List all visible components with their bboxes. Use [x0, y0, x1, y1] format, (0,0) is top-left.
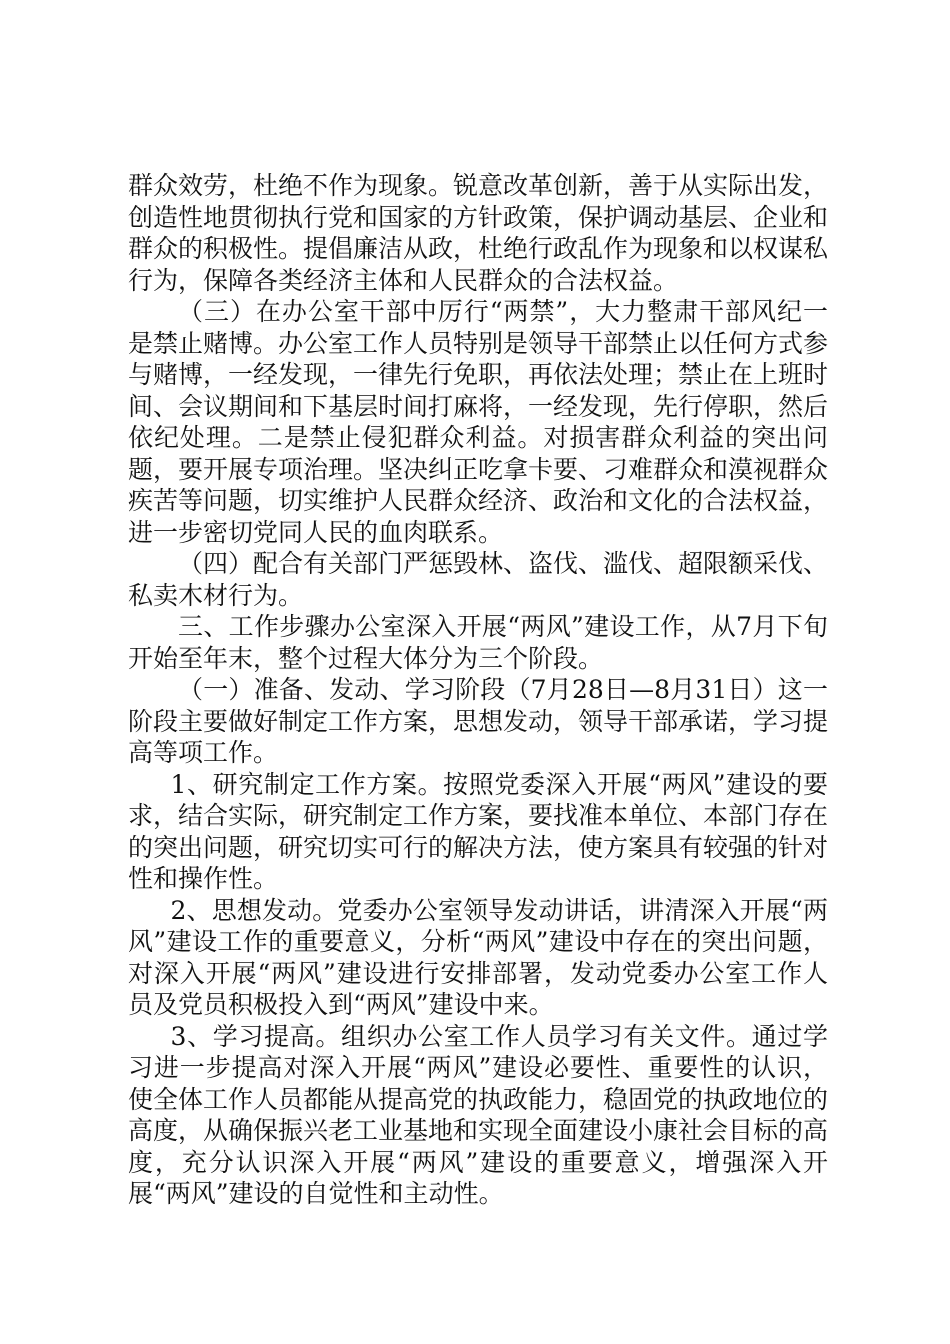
paragraph-section-three: （三）在办公室干部中厉行“两禁”，大力整肃干部风纪一是禁止赌博。办公室工作人员特别是领导干部禁止以任何方式参与赌博，一经发现，一律先行免职，再依法处理；禁止在上班时间、会议期间和下基层时间打麻将，一经发现，先行停职，然后依纪处理。二是禁止侵犯群众利益。对损害群众利益的突出问题，要开展专项治理。坚决纠正吃拿卡要、刁难群众和漠视群众疾苦等问题，切实维护人民群众经济、政治和文化的合法权益，进一步密切党同人民的血肉联系。 — [128, 297, 829, 547]
paragraph-item-3: 3、学习提高。组织办公室工作人员学习有关文件。通过学习进一步提高对深入开展“两风”建设必要性、重要性的认识，使全体工作人员都能从提高党的执政能力，稳固党的执政地位的高度，从确保振兴老工业基地和实现全面建设小康社会目标的高度，充分认识深入开展“两风”建设的重要意义，增强深入开展“两风”建设的自觉性和主动性。 — [128, 1021, 829, 1208]
paragraph-continuation: 群众效劳，杜绝不作为现象。锐意改革创新，善于从实际出发，创造性地贯彻执行党和国家的方针政策，保护调动基层、企业和群众的积极性。提倡廉洁从政，杜绝行政乱作为现象和以权谋私行为，保障各类经济主体和人民群众的合法权益。 — [128, 171, 829, 295]
paragraph-item-2: 2、思想发动。党委办公室领导发动讲话，讲清深入开展“两风”建设工作的重要意义，分析“两风”建设中存在的突出问题，对深入开展“两风”建设进行安排部署，发动党委办公室工作人员及党员积极投入到“两风”建设中来。 — [128, 895, 828, 1019]
paragraph-stage-one: （一）准备、发动、学习阶段（7月28日—8月31日）这一阶段主要做好制定工作方案，思想发动，领导干部承诺，学习提高等项工作。 — [128, 675, 829, 767]
document-body — [128, 170, 828, 1210]
paragraph-item-1: 1、研究制定工作方案。按照党委深入开展“两风”建设的要求，结合实际，研究制定工作方案，要找准本单位、本部门存在的突出问题，研究切实可行的解决方法，使方案具有较强的针对性和操作性。 — [128, 769, 829, 893]
paragraph-work-steps: 三、工作步骤办公室深入开展“两风”建设工作，从7月下旬开始至年末，整个过程大体分为三个阶段。 — [128, 612, 828, 673]
paragraph-section-four: （四）配合有关部门严惩毁林、盗伐、滥伐、超限额采伐、私卖木材行为。 — [128, 549, 829, 610]
